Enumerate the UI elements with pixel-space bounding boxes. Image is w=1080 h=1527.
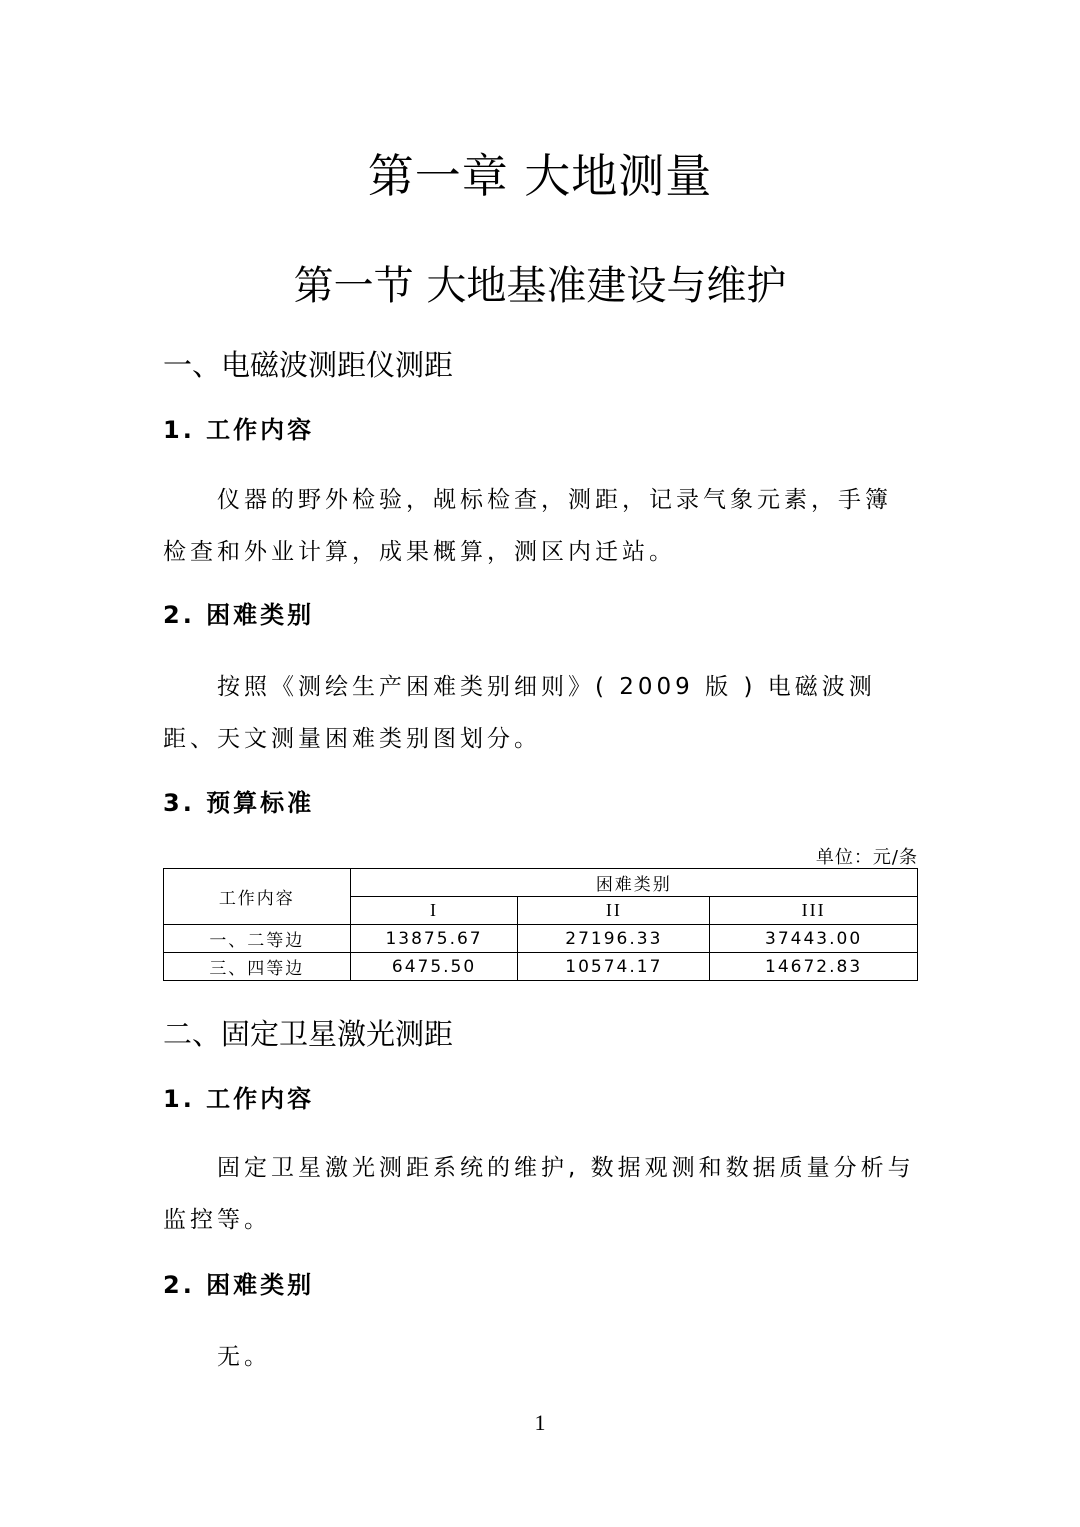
level-2: II — [518, 897, 710, 925]
part2-heading: 二、固定卫星激光测距 — [163, 1017, 454, 1051]
part2-sub1-heading: 1. 工作内容 — [163, 1085, 315, 1113]
cell-value: 14672.83 — [710, 953, 918, 981]
part1-sub1-text: 仪器的野外检验，觇标检查，测距，记录气象元素，手簿检查和外业计算，成果概算，测区内迁站。 — [163, 487, 892, 565]
part2-sub2-heading: 2. 困难类别 — [163, 1271, 315, 1299]
part1-sub2-heading: 2. 困难类别 — [163, 601, 315, 629]
cell-value: 10574.17 — [518, 953, 710, 981]
section-title: 第一节 大地基准建设与维护 — [293, 263, 787, 309]
budget-table — [163, 868, 918, 981]
part2-sub1-text: 固定卫星激光测距系统的维护, 数据观测和数据质量分析与监控等。 — [163, 1155, 915, 1233]
cell-value: 27196.33 — [518, 925, 710, 953]
level-1: I — [350, 897, 518, 925]
page-number: 1 — [534, 1410, 546, 1435]
part1-sub3-heading: 3. 预算标准 — [163, 789, 315, 817]
cell-value: 13875.67 — [350, 925, 518, 953]
row-label: 一、二等边 — [164, 925, 351, 953]
table-row — [164, 953, 918, 981]
cell-value: 37443.00 — [710, 925, 918, 953]
level-3: III — [710, 897, 918, 925]
table-header-row — [164, 869, 918, 897]
cell-value: 6475.50 — [350, 953, 518, 981]
header-work-content: 工作内容 — [164, 869, 351, 925]
chapter-title: 第一章 大地测量 — [367, 149, 713, 203]
part1-sub2-text: 按照《测绘生产困难类别细则》( 2009 版 ) 电磁波测距、天文测量困难类别图划分。 — [163, 674, 876, 752]
part1-sub1-heading: 1. 工作内容 — [163, 416, 315, 444]
unit-label: 单位：元/条 — [815, 847, 918, 868]
part2-sub2-text: 无。 — [217, 1344, 271, 1370]
row-label: 三、四等边 — [164, 953, 351, 981]
part1-heading: 一、电磁波测距仪测距 — [163, 348, 454, 382]
header-difficulty: 困难类别 — [350, 869, 917, 897]
table-row — [164, 925, 918, 953]
